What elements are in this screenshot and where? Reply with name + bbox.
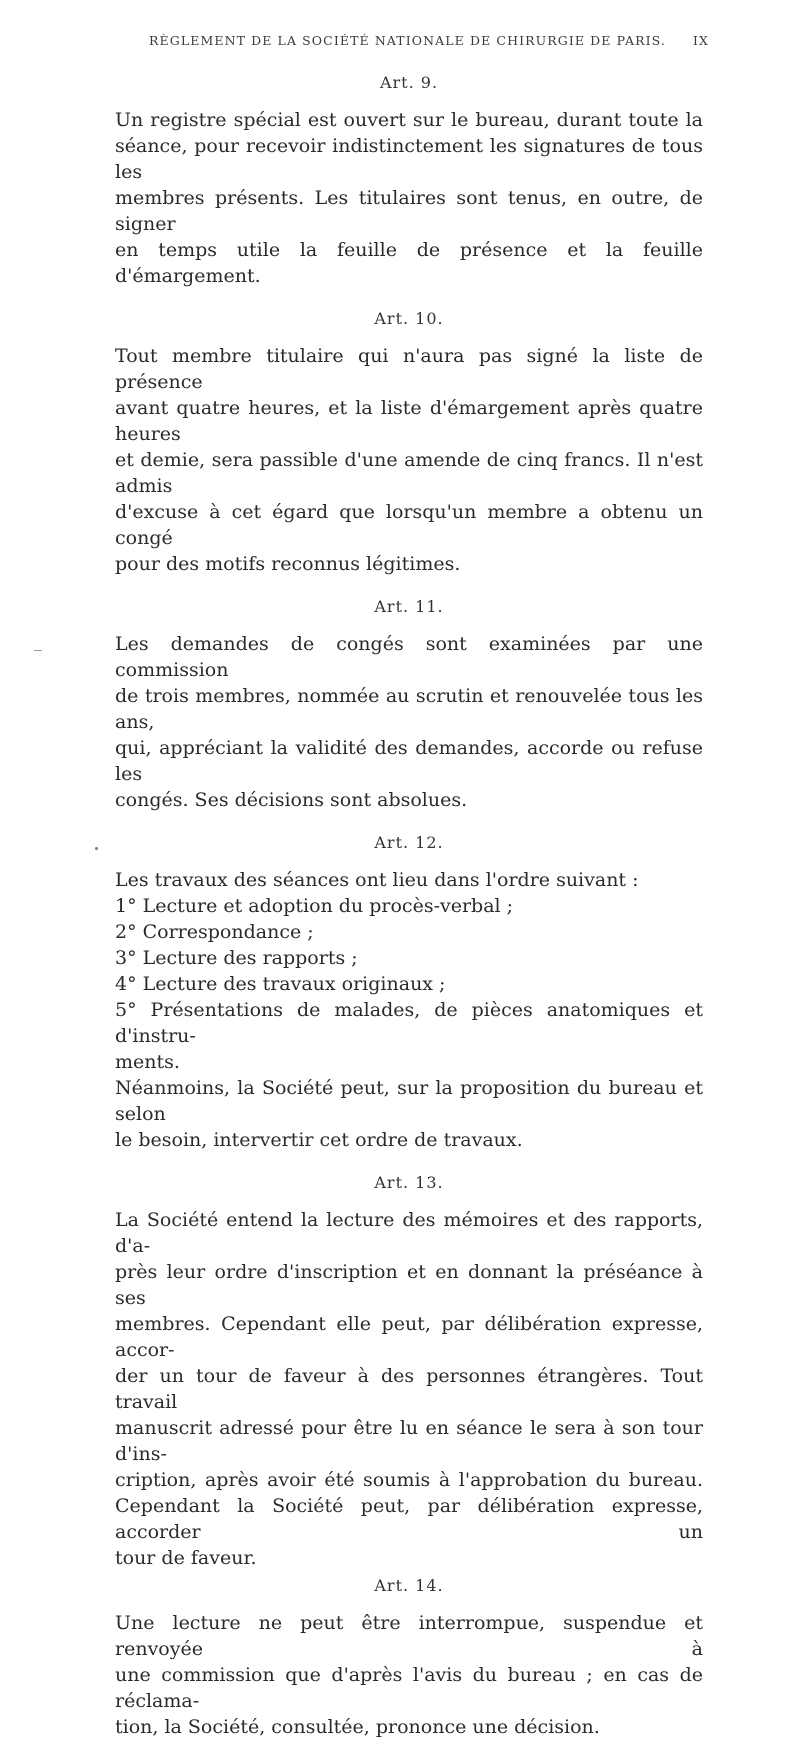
text-line: membres présents. Les titulaires sont tenus, en outre, de signer	[115, 187, 703, 235]
text-line: membres. Cependant elle peut, par délibération expresse, accor-	[115, 1313, 703, 1361]
text-line: Tout membre titulaire qui n'aura pas signé la liste de présence	[115, 345, 703, 393]
text-line: avant quatre heures, et la liste d'émargement après quatre heures	[115, 397, 703, 445]
list-item: 2° Correspondance ;	[115, 921, 314, 943]
text-line: ments.	[115, 1051, 180, 1073]
text-line: séance, pour recevoir indistinctement les signatures de tous les	[115, 135, 703, 183]
article-text	[115, 1610, 703, 1740]
text-line: le besoin, intervertir cet ordre de travaux.	[115, 1129, 523, 1151]
list-item: 1° Lecture et adoption du procès-verbal ;	[115, 895, 514, 917]
article-title: Art. 14.	[374, 1576, 444, 1595]
article-10	[115, 306, 703, 577]
margin-mark	[34, 650, 42, 651]
article-title: Art. 11.	[374, 597, 444, 616]
margin-dot	[95, 847, 98, 850]
text-line: Les demandes de congés sont examinées par une commission	[115, 633, 703, 681]
page-body	[115, 70, 703, 1757]
article-14	[115, 1573, 703, 1740]
text-line: près leur ordre d'inscription et en donnant la préséance à ses	[115, 1261, 703, 1309]
article-11	[115, 594, 703, 813]
text-line: Une lecture ne peut être interrompue, suspendue et renvoyée à	[115, 1612, 703, 1660]
text-line: Les travaux des séances ont lieu dans l'ordre suivant :	[115, 869, 639, 891]
running-header	[149, 33, 709, 48]
article-text	[115, 867, 703, 1153]
text-line: pour des motifs reconnus légitimes.	[115, 553, 461, 575]
page-number: IX	[692, 33, 709, 48]
text-line: Néanmoins, la Société peut, sur la proposition du bureau et selon	[115, 1077, 703, 1125]
running-title: RÈGLEMENT DE LA SOCIÉTÉ NATIONALE DE CHIRURGIE DE PARIS.	[149, 33, 666, 48]
text-line: tion, la Société, consultée, prononce une décision.	[115, 1716, 600, 1738]
text-line: de trois membres, nommée au scrutin et renouvelée tous les ans,	[115, 685, 703, 733]
article-title: Art. 12.	[374, 833, 444, 852]
article-12	[115, 830, 703, 1153]
text-line: d'excuse à cet égard que lorsqu'un membre a obtenu un congé	[115, 501, 703, 549]
article-title: Art. 9.	[379, 73, 439, 92]
text-line: congés. Ses décisions sont absolues.	[115, 789, 468, 811]
article-9	[115, 70, 703, 289]
list-item: 5° Présentations de malades, de pièces anatomiques et d'instru-	[115, 999, 703, 1047]
list-item: 4° Lecture des travaux originaux ;	[115, 973, 446, 995]
article-13	[115, 1170, 703, 1571]
text-line: et demie, sera passible d'une amende de cinq francs. Il n'est admis	[115, 449, 703, 497]
text-line: cription, après avoir été soumis à l'approbation du bureau.	[115, 1469, 703, 1491]
article-title: Art. 10.	[374, 309, 444, 328]
text-line: Un registre spécial est ouvert sur le bureau, durant toute la	[115, 109, 703, 131]
text-line: manuscrit adressé pour être lu en séance le sera à son tour d'ins-	[115, 1417, 703, 1465]
article-title: Art. 13.	[374, 1173, 444, 1192]
text-line: der un tour de faveur à des personnes étrangères. Tout travail	[115, 1365, 703, 1413]
article-text	[115, 343, 703, 577]
text-line: Cependant la Société peut, par délibération expresse, accorder un	[115, 1495, 703, 1543]
text-line: La Société entend la lecture des mémoires et des rapports, d'a-	[115, 1209, 703, 1257]
text-line: en temps utile la feuille de présence et la feuille d'émargement.	[115, 239, 703, 287]
text-line: une commission que d'après l'avis du bureau ; en cas de réclama-	[115, 1664, 703, 1712]
article-text	[115, 631, 703, 813]
article-text	[115, 107, 703, 289]
text-line: qui, appréciant la validité des demandes, accorde ou refuse les	[115, 737, 703, 785]
text-line: tour de faveur.	[115, 1547, 257, 1569]
list-item: 3° Lecture des rapports ;	[115, 947, 358, 969]
article-text	[115, 1207, 703, 1571]
